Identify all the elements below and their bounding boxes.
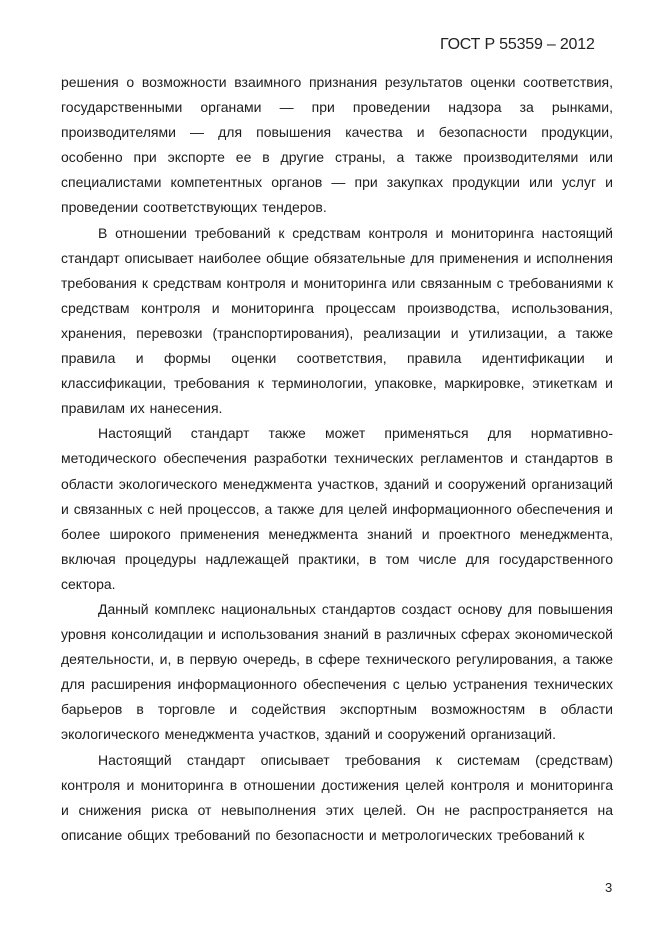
paragraph-1: решения о возможности взаимного признания результатов оценки соответствия, государственными органами — при проведении надзора за рынками, производителями — для повышения качества и безопасности продукции, особенно при экспорте ее в другие страны, а также производителями или специалистами компетентных органов — при закупках продукции или услуг и проведении соответствующих тендеров. <box>61 74 613 216</box>
page-number: 3 <box>605 880 613 895</box>
paragraph-3: Настоящий стандарт также может применяться для нормативно-методического обеспечения разработки технических регламентов и стандартов в области экологического менеджмента участков, зданий и сооружений организаций и связанных с ней процессов, а также для целей информационного обеспечения и более широкого применения менеджмента знаний и проектного менеджмента, включая процедуры надлежащей практики, в том числе для государственного сектора. <box>61 425 613 592</box>
paragraph-5: Настоящий стандарт описывает требования к системам (средствам) контроля и мониторинга в отношении достижения целей контроля и мониторинга и снижения риска от невыполнения этих целей. Он не распространяется на описание общих требований по безопасности и метрологических требований к <box>61 751 613 843</box>
document-body <box>61 70 613 848</box>
paragraph-2: В отношении требований к средствам контроля и мониторинга настоящий стандарт описывает наиболее общие обязательные для применения и исполнения требования к средствам контроля и мониторинга или связанным с требованиями к средствам контроля и мониторинга процессам производства, использования, хранения, перевозки (транспортирования), реализации и утилизации, а также правила и формы оценки соответствия, правила идентификации и классификации, требования к терминологии, упаковке, маркировке, этикеткам и правилам их нанесения. <box>61 224 613 417</box>
paragraph-4: Данный комплекс национальных стандартов создаст основу для повышения уровня консолидации и использования знаний в различных сферах экономической деятельности, и, в первую очередь, в сфере технического регулирования, а также для расширения информационного обеспечения с целью устранения технических барьеров в торговле и содействия экспортным возможностям в области экологического менеджмента участков, зданий и сооружений организаций. <box>61 600 613 743</box>
document-header: ГОСТ Р 55359 – 2012 <box>440 36 595 53</box>
